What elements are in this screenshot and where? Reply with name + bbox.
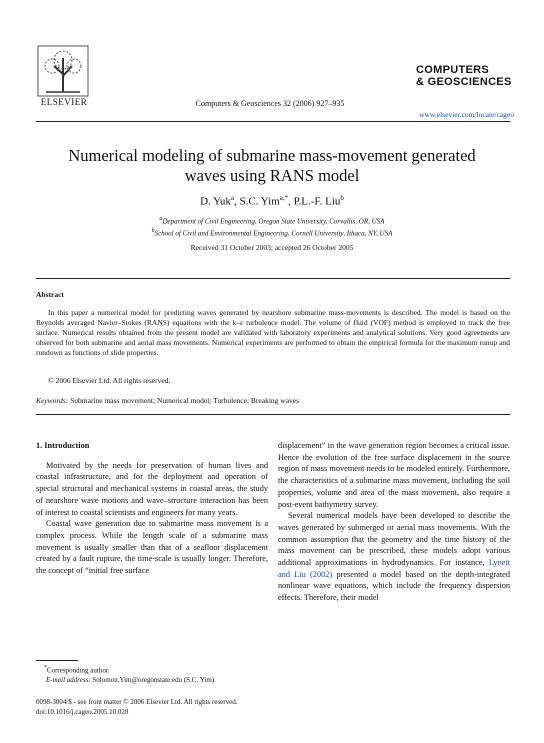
copyright-line: © 2006 Elsevier Ltd. All rights reserved. <box>48 376 171 385</box>
paragraph: displacement” in the wave generation region becomes a critical issue. Hence the evolution of the free surface displacement in the source region of mass movement needs to be modeled entirely. Furthermore, the characteristics of a submarine mass movement, including the soil properties, volume and area of the mass movement, also require a post-event bathymetry survey. <box>278 441 510 509</box>
right-column <box>278 440 510 604</box>
divider <box>36 414 510 415</box>
paragraph: Motivated by the needs for preservation of human lives and coastal infrastructure, and for the deployment and operation of special structural and mechanical systems in coastal areas, the study of nearshore wave motions and wave–structure interaction has been of interest to coastal scientists and engineers for many years. <box>36 460 268 517</box>
author-name: S.C. Yim <box>239 195 280 208</box>
footnote-email <box>36 675 268 685</box>
journal-logo-line1: COMPUTERS <box>416 64 489 76</box>
journal-url-link[interactable]: www.elsevier.com/locate/cageo <box>419 110 514 119</box>
journal-reference: Computers & Geosciences 32 (2006) 927–935 <box>195 99 345 108</box>
paper-title: Numerical modeling of submarine mass-movement generated waves using RANS model <box>68 146 476 185</box>
affiliation-text: School of Civil and Environmental Engineering, Cornell University, Ithaca, NY, USA <box>154 229 393 238</box>
author-name: P.L.-F. Liu <box>293 195 341 208</box>
affiliation-item <box>50 214 494 226</box>
publisher-name: ELSEVIER <box>40 97 88 107</box>
citation-link[interactable]: Lynett and Liu (2002) <box>278 558 511 579</box>
paragraph-text: Several numerical models have been developed to describe the waves generated by submerged or aerial mass movements. With the common assumption that the geometry and the time history of the mass movement can be prescribed, these models adopt various additional approximations in hydrodynamics. For instance, <box>278 511 510 568</box>
footnote-mark: * <box>44 665 47 671</box>
divider <box>36 278 510 279</box>
affiliation-mark: a <box>159 216 163 222</box>
received-dates: Received 31 October 2003; accepted 26 October 2005 <box>190 243 354 252</box>
affiliations <box>50 214 494 239</box>
affiliation-text: Department of Civil Engineering, Oregon State University, Corvallis, OR, USA <box>162 217 385 226</box>
keywords-text: Submarine mass movement; Numerical model; Turbulence; Breaking waves <box>70 396 300 405</box>
affiliation-item <box>50 226 494 238</box>
paragraph-text: presented a model based on the depth-integrated nonlinear wave equations, which include the frequency dispersion effects. Therefore, their model <box>278 569 510 603</box>
author-separator: , <box>233 195 240 208</box>
footnote <box>36 663 268 685</box>
footnote-corresponding <box>36 663 268 675</box>
email-link[interactable]: Solomon.Yim@oregonstate.edu (S.C. Yim). <box>92 676 216 685</box>
author-mark[interactable]: a <box>230 194 234 202</box>
paragraph: Coastal wave generation due to submarine mass movement is a complex process. While the length scale of a submarine mass movement is usually smaller than that of a seafloor displacement created by a fault rupture, the time-scale is usually longer. Therefore, the concept of “initial free surface <box>36 519 268 576</box>
abstract-heading: Abstract <box>36 290 64 299</box>
left-column <box>36 440 268 577</box>
keywords-label: Keywords: <box>36 396 69 405</box>
author-list <box>50 194 494 208</box>
author-name: D. Yuk <box>200 195 231 208</box>
keywords <box>36 396 510 405</box>
journal-logo <box>416 64 512 88</box>
doi-line[interactable]: doi:10.1016/j.cageo.2005.10.028 <box>36 708 129 716</box>
front-matter-info <box>36 697 336 717</box>
abstract-body: In this paper a numerical model for predicting waves generated by nearshore submarine mass-movements is described. The model is based on the Reynolds averaged Navier–Stokes (RANS) equations with the k–ε turbulence model. The volume of fluid (VOF) method is employed to track the free surface. Numerical results obtained from the present model are validated with laboratory experiments and analytical solutions. Very good agreements are observed for both submarine and aerial mass movements. Numerical experiments are performed to obtain the empirical formula for the maximum runup and rundown as functions of slide properties. <box>36 308 510 357</box>
journal-logo-line2: & GEOSCIENCES <box>416 76 512 88</box>
affiliation-mark: b <box>151 228 155 235</box>
tree-icon <box>36 44 90 98</box>
email-label: E-mail address: <box>46 676 91 685</box>
author-mark[interactable]: a,* <box>279 194 289 202</box>
footnote-divider <box>36 660 78 661</box>
footnote-text: Corresponding author. <box>46 666 110 675</box>
paragraph <box>278 510 510 604</box>
section-heading: 1. Introduction <box>36 441 90 450</box>
issn-line: 0098-3004/$ - see front matter © 2006 Elsevier Ltd. All rights reserved. <box>36 698 238 706</box>
author-separator: , <box>288 195 294 208</box>
divider <box>36 121 510 122</box>
author-mark[interactable]: b <box>340 194 344 202</box>
